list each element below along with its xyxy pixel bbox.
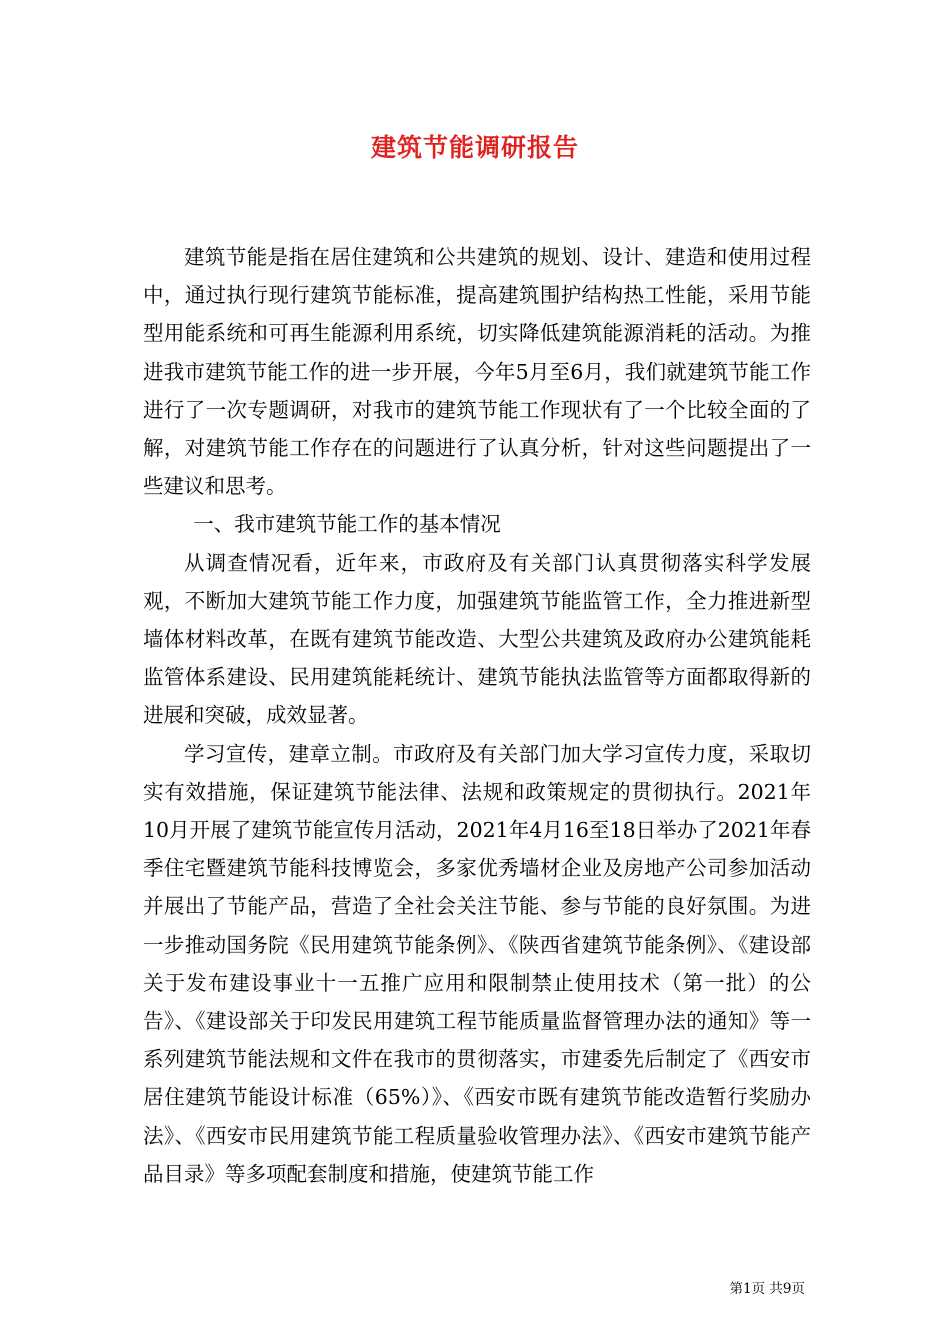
paragraph-intro: 建筑节能是指在居住建筑和公共建筑的规划、设计、建造和使用过程中，通过执行现行建筑节能标准，提高建筑围护结构热工性能，采用节能型用能系统和可再生能源利用系统，切实降低建筑能源消耗的活动。为推进我市建筑节能工作的进一步开展，今年5月至6月，我们就建筑节能工作进行了一次专题调研，对我市的建筑节能工作现状有了一个比较全面的了解，对建筑节能工作存在的问题进行了认真分析，针对这些问题提出了一些建议和思考。 <box>143 245 811 499</box>
document-body <box>143 238 811 1193</box>
page-number: 第1页 共9页 <box>729 1281 805 1297</box>
section-heading-1: 一、我市建筑节能工作的基本情况 <box>193 512 501 537</box>
paragraph-overview: 从调查情况看，近年来，市政府及有关部门认真贯彻落实科学发展观，不断加大建筑节能工作力度，加强建筑节能监管工作，全力推进新型墙体材料改革，在既有建筑节能改造、大型公共建筑及政府办公建筑能耗监管体系建设、民用建筑能耗统计、建筑节能执法监管等方面都取得新的进展和突破，成效显著。 <box>143 550 811 728</box>
paragraph-publicity: 学习宣传，建章立制。市政府及有关部门加大学习宣传力度，采取切实有效措施，保证建筑节能法律、法规和政策规定的贯彻执行。2021年10月开展了建筑节能宣传月活动，2021年4月16至18日举办了2021年春季住宅暨建筑节能科技博览会，多家优秀墙材企业及房地产公司参加活动并展出了节能产品，营造了全社会关注节能、参与节能的良好氛围。为进一步推动国务院《民用建筑节能条例》、《陕西省建筑节能条例》、《建设部关于发布建设事业十一五推广应用和限制禁止使用技术（第一批）的公告》、《建设部关于印发民用建筑工程节能质量监督管理办法的通知》等一系列建筑节能法规和文件在我市的贯彻落实，市建委先后制定了《西安市居住建筑节能设计标准（65%）》、《西安市既有建筑节能改造暂行奖励办法》、《西安市民用建筑节能工程质量验收管理办法》、《西安市建筑节能产品目录》等多项配套制度和措施，使建筑节能工作 <box>143 741 811 1186</box>
document-title: 建筑节能调研报告 <box>370 133 579 162</box>
